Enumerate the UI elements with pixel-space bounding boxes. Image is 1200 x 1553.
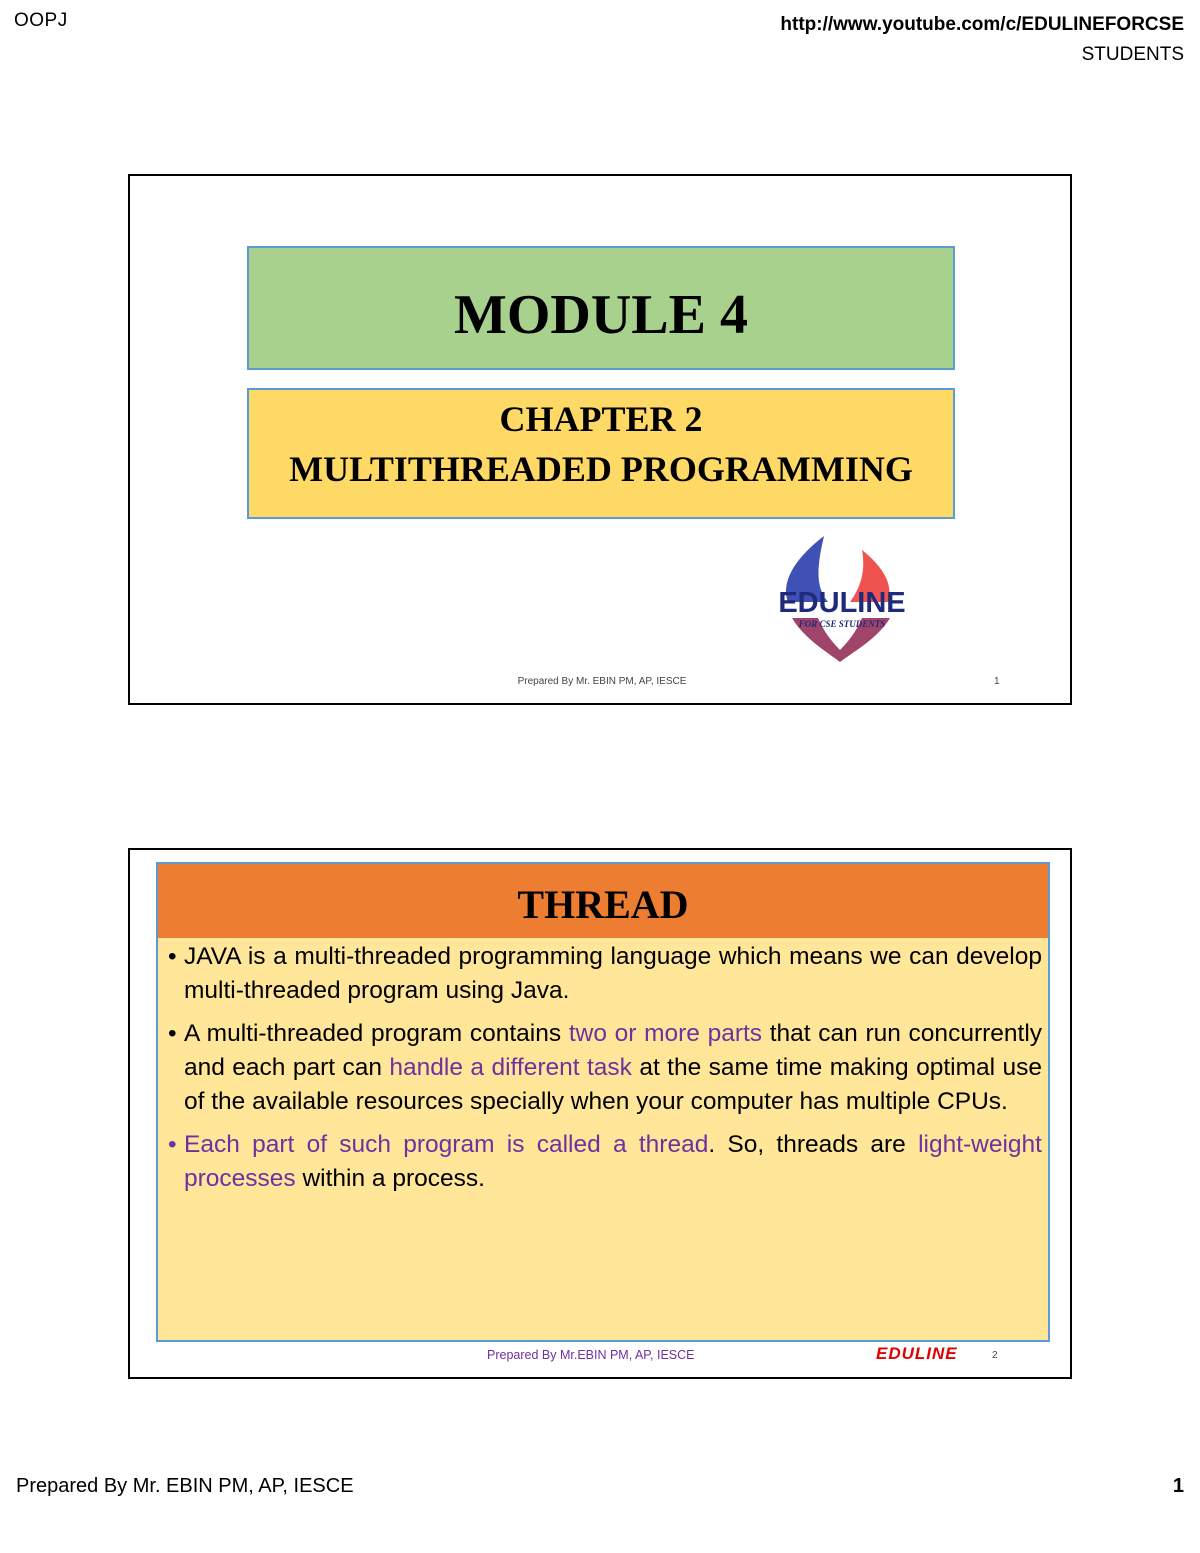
bullet-3-text-2: within a process. — [295, 1165, 485, 1192]
chapter-number: CHAPTER 2 — [499, 399, 703, 439]
bullet-3 — [164, 1128, 1042, 1196]
page-footer-prepared: Prepared By Mr. EBIN PM, AP, IESCE — [16, 1475, 354, 1497]
slide-2-footer: Prepared By Mr.EBIN PM, AP, IESCE — [487, 1348, 695, 1362]
header-url-text[interactable]: http://www.youtube.com/c/EDULINEFORCSE — [780, 14, 1184, 35]
bullet-2-highlight-2: handle a different task — [389, 1054, 632, 1081]
slide-2-brand: EDULINE — [876, 1344, 958, 1363]
chapter-box — [247, 388, 955, 519]
bullet-2 — [164, 1017, 1042, 1119]
slide-1-number: 1 — [994, 676, 1000, 687]
logo-tagline-text: FOR CSE STUDENTS — [798, 619, 886, 629]
logo-brand-text: EDULINE — [778, 587, 906, 619]
slide-2-number: 2 — [992, 1350, 998, 1361]
bullet-list — [164, 940, 1042, 1196]
bullet-3-highlight-2: light-weight processes — [184, 1131, 1042, 1192]
course-code: OOPJ — [14, 10, 68, 31]
bullet-3-highlight-1: Each part of such program is called a thread — [184, 1131, 709, 1158]
slide-1-footer: Prepared By Mr. EBIN PM, AP, IESCE — [517, 676, 687, 687]
eduline-logo — [762, 532, 922, 666]
module-title: MODULE 4 — [454, 284, 748, 346]
thread-body — [156, 938, 1050, 1342]
thread-heading: THREAD — [517, 881, 689, 927]
bullet-2-text-2: that can run concurrently and each part can — [184, 1020, 1043, 1081]
module-title-box — [247, 246, 955, 370]
bullet-3-text-1: . So, threads are — [708, 1131, 919, 1158]
header-url-cont: STUDENTS — [1081, 44, 1184, 65]
page-number: 1 — [1172, 1475, 1184, 1497]
bullet-2-highlight-1: two or more parts — [568, 1020, 763, 1047]
bullet-2-text-1: A multi-threaded program contains — [184, 1020, 569, 1047]
bullet-1: • JAVA is a multi-threaded programming language which means we can develop multi-threaded program using Java. — [164, 940, 1042, 1008]
chapter-title: MULTITHREADED PROGRAMMING — [289, 449, 913, 489]
thread-heading-box — [156, 862, 1050, 938]
slide-2 — [128, 848, 1072, 1379]
bullet-2-text-3: at the same time making optimal use of the available resources specially when your computer has multiple CPUs. — [184, 1054, 1043, 1115]
slide-1 — [128, 174, 1072, 705]
header-url[interactable] — [780, 10, 1184, 70]
